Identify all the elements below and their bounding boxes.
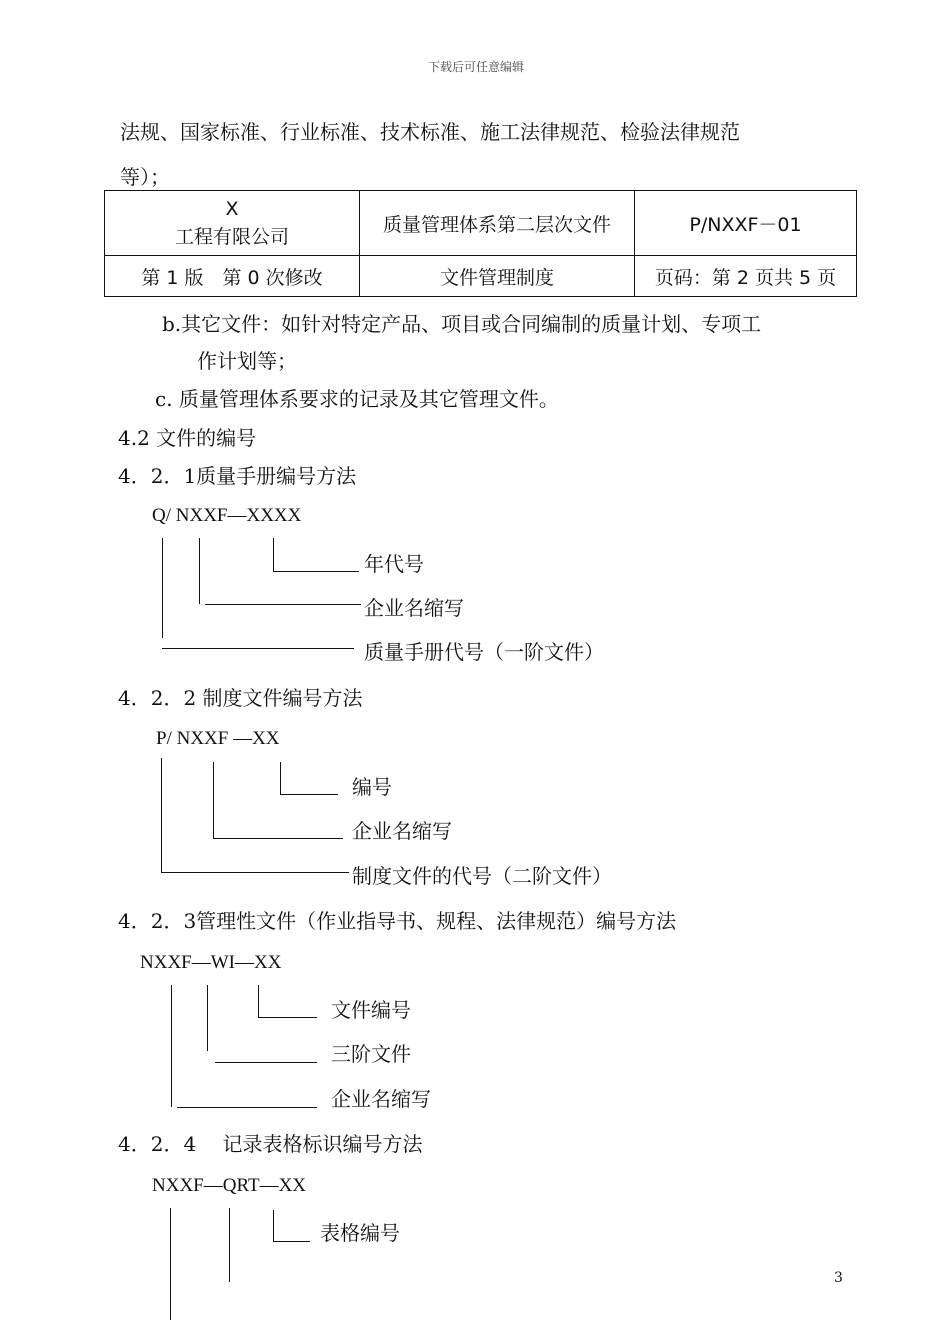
s423-bracket-1 — [171, 985, 172, 1107]
page-info-cell: 页码：第 2 页共 5 页 — [635, 256, 857, 297]
document-header-table — [104, 190, 857, 297]
s423-leader-2 — [215, 1062, 317, 1063]
intro-line-2: 等）； — [120, 165, 170, 189]
item-b-line-2: 作计划等； — [197, 349, 297, 373]
s423-code: NXXF—WI—XX — [140, 952, 282, 973]
s424-leader-1 — [273, 1241, 310, 1242]
doc-code-cell: P/NXXF－01 — [635, 191, 857, 256]
s422-bracket-2 — [213, 762, 214, 838]
s421-bracket-2 — [199, 538, 200, 604]
section-4-2-heading: 4.2 文件的编号 — [118, 426, 257, 450]
s422-bracket-3 — [280, 762, 281, 794]
doc-title-cell: 文件管理制度 — [360, 256, 635, 297]
s424-label-1: 表格编号 — [320, 1221, 400, 1245]
company-name-line1: X — [225, 198, 239, 220]
s424-heading: 4．2．4 记录表格标识编号方法 — [118, 1132, 423, 1156]
s423-label-3: 企业名缩写 — [331, 1087, 431, 1111]
s421-heading: 4．2．1质量手册编号方法 — [118, 464, 357, 488]
s421-leader-3 — [162, 648, 354, 649]
s421-leader-2 — [205, 604, 361, 605]
page-header-note: 下载后可任意编辑 — [428, 60, 525, 74]
s422-leader-2 — [213, 838, 343, 839]
s424-code: NXXF—QRT—XX — [152, 1175, 307, 1196]
s421-label-3: 质量手册代号（一阶文件） — [364, 640, 604, 664]
s423-label-2: 三阶文件 — [331, 1042, 411, 1066]
s422-heading: 4．2．2 制度文件编号方法 — [118, 686, 363, 710]
item-c: c. 质量管理体系要求的记录及其它管理文件。 — [155, 387, 559, 411]
item-b-line-1: b.其它文件：如针对特定产品、项目或合同编制的质量计划、专项工 — [162, 312, 762, 336]
page-number: 3 — [834, 1270, 843, 1286]
s424-bracket-2 — [229, 1208, 230, 1282]
intro-line-1: 法规、国家标准、行业标准、技术标准、施工法律规范、检验法律规范 — [120, 120, 740, 144]
s421-leader-1 — [273, 571, 359, 572]
company-cell — [105, 191, 360, 256]
s422-bracket-1 — [161, 758, 162, 872]
s423-leader-3 — [177, 1107, 317, 1108]
s421-label-1: 年代号 — [364, 552, 424, 576]
s423-heading: 4．2．3管理性文件（作业指导书、规程、法律规范）编号方法 — [118, 909, 677, 933]
s422-label-1: 编号 — [352, 775, 392, 799]
s422-label-3: 制度文件的代号（二阶文件） — [352, 864, 612, 888]
s422-label-2: 企业名缩写 — [352, 819, 452, 843]
s423-leader-1 — [258, 1017, 317, 1018]
doc-level-cell: 质量管理体系第二层次文件 — [360, 191, 635, 256]
s423-bracket-3 — [258, 985, 259, 1017]
s423-label-1: 文件编号 — [331, 998, 411, 1022]
s424-bracket-3 — [273, 1210, 274, 1242]
s422-leader-3 — [161, 872, 349, 873]
s421-bracket-3 — [273, 538, 274, 572]
version-cell: 第 1 版 第 0 次修改 — [105, 256, 360, 297]
s424-bracket-1 — [170, 1208, 171, 1320]
s421-label-2: 企业名缩写 — [364, 596, 464, 620]
company-name-line2: 工程有限公司 — [174, 226, 289, 248]
s421-code: Q/ NXXF—XXXX — [152, 505, 302, 526]
s422-leader-1 — [280, 794, 338, 795]
s423-bracket-2 — [207, 985, 208, 1051]
s421-bracket-1 — [162, 538, 163, 638]
s422-code: P/ NXXF —XX — [156, 728, 280, 749]
